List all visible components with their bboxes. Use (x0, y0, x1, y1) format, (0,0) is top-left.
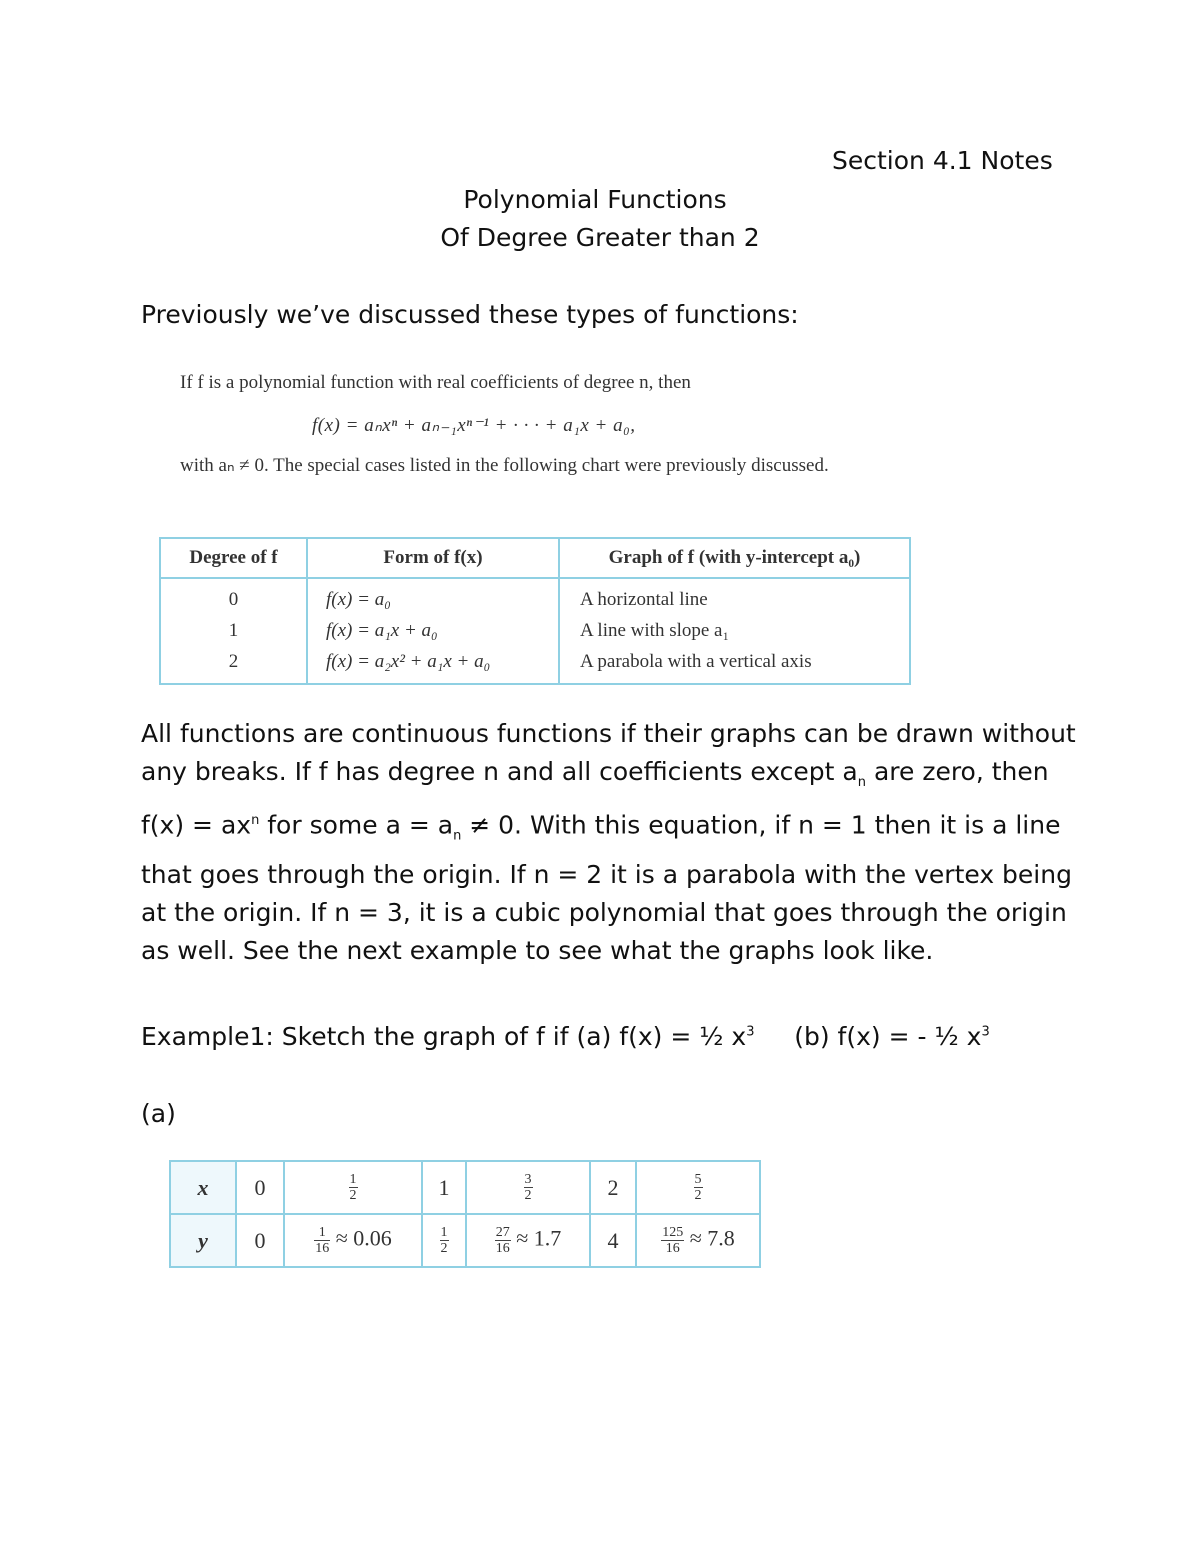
graph-value: A horizontal line (580, 589, 708, 610)
definition-line-1: If f is a polynomial function with real coefficients of degree n, then (180, 372, 691, 393)
approx-value: ≈ 0.06 (335, 1225, 392, 1251)
header-form: Form of f(x) (307, 538, 559, 578)
paragraph-text: ≠ 0. With this equation, if n = 1 then it is a line that goes through the origin. If n = 2 it is a parabola with the vertex being at the origin. If n = 3, it is a cubic polynomial that goes through the origin as well. See the next example to see what the graphs look like. (141, 810, 1072, 966)
example-x: x (723, 1022, 747, 1051)
x-row (170, 1161, 760, 1214)
paragraph-text: for some a = a (259, 810, 454, 840)
y-cell: 4 (590, 1214, 636, 1267)
polynomial-formula: f(x) = aₙxⁿ + aₙ₋₁xⁿ⁻¹ + · · · + a₁x + a₀, (312, 415, 636, 436)
y-row (170, 1214, 760, 1267)
page-title-line-2: Of Degree Greater than 2 (440, 223, 760, 252)
x-cell: 2 (590, 1161, 636, 1214)
degree-column (160, 578, 307, 684)
degree-table-header (160, 538, 910, 578)
exponent: 3 (981, 1024, 990, 1040)
degree-value: 1 (228, 620, 239, 641)
y-cell (422, 1214, 466, 1267)
graph-value: A line with slope a₁ (580, 620, 730, 641)
x-cell (466, 1161, 590, 1214)
page-title-line-1: Polynomial Functions (463, 185, 727, 214)
y-cell (636, 1214, 760, 1267)
fraction: $\frac{27}{16}$ (495, 1225, 510, 1256)
form-column (307, 578, 559, 684)
example-lead: Example1: Sketch the graph of f if (a) f(x) = (141, 1022, 700, 1051)
y-label: y (170, 1214, 236, 1267)
paragraph-text: All functions are continuous functions if their graphs can be drawn without any breaks. If f has degree n and all coefficients except a (141, 719, 1076, 787)
form-value: f(x) = a₁x + a₀ (326, 620, 438, 641)
y-cell (284, 1214, 422, 1267)
fraction: $\frac{1}{16}$ (315, 1225, 330, 1256)
form-value: f(x) = a₀ (326, 589, 391, 610)
graph-column (559, 578, 910, 684)
fraction: $\frac{5}{2}$ (694, 1172, 702, 1203)
x-cell (284, 1161, 422, 1214)
fraction: $\frac{3}{2}$ (524, 1172, 532, 1203)
fraction: $\frac{125}{16}$ (662, 1225, 684, 1256)
header-degree: Degree of f (160, 538, 307, 578)
degree-value: 0 (228, 589, 239, 610)
form-value: f(x) = a₂x² + a₁x + a₀ (326, 651, 491, 672)
fraction: $\frac{1}{2}$ (440, 1225, 448, 1256)
intro-text: Previously we’ve discussed these types of functions: (141, 300, 799, 329)
x-cell: 1 (422, 1161, 466, 1214)
subscript-n: n (453, 828, 462, 844)
approx-value: ≈ 7.8 (689, 1225, 735, 1251)
x-label: x (170, 1161, 236, 1214)
superscript-n: n (251, 813, 260, 829)
degree-table-body (160, 578, 910, 684)
example-x: x (958, 1022, 982, 1051)
example-1-prompt (141, 1022, 990, 1051)
subscript-n: n (857, 775, 866, 791)
y-cell: 0 (236, 1214, 284, 1267)
section-heading: Section 4.1 Notes (832, 146, 1053, 175)
degree-table (159, 537, 911, 685)
example-part-b: (b) f(x) = - (754, 1022, 935, 1051)
graph-value: A parabola with a vertical axis (580, 651, 812, 672)
header-graph: Graph of f (with y-intercept a₀) (559, 538, 910, 578)
y-cell (466, 1214, 590, 1267)
part-a-label: (a) (141, 1099, 176, 1128)
definition-line-2: with aₙ ≠ 0. The special cases listed in the following chart were previously discussed. (180, 455, 829, 476)
degree-value: 2 (228, 651, 239, 672)
paragraph-text: are zero, then f(x) = ax (141, 757, 1049, 840)
x-cell: 0 (236, 1161, 284, 1214)
xy-value-table (169, 1160, 761, 1268)
fraction-half: ½ (934, 1022, 959, 1051)
fraction-half: ½ (699, 1022, 724, 1051)
approx-value: ≈ 1.7 (516, 1225, 562, 1251)
continuity-paragraph (141, 715, 1081, 971)
x-cell (636, 1161, 760, 1214)
exponent: 3 (746, 1024, 755, 1040)
fraction: $\frac{1}{2}$ (349, 1172, 357, 1203)
